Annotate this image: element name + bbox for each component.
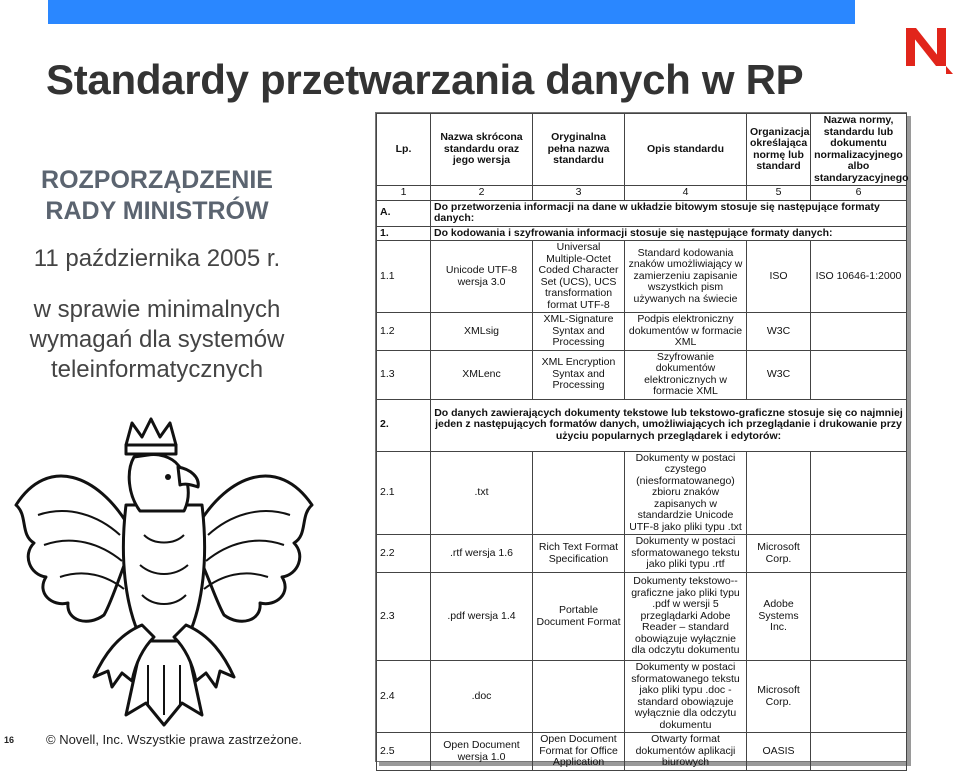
page-title: Standardy przetwarzania danych w RP xyxy=(46,56,804,103)
row-lp: 2.2 xyxy=(377,535,431,573)
row-full-name: Open Document Format for Office Application xyxy=(533,733,625,771)
row-organization: Microsoft Corp. xyxy=(747,535,811,573)
column-number-row xyxy=(377,186,907,201)
copyright-notice: © Novell, Inc. Wszystkie prawa zastrzeżone. xyxy=(46,732,302,747)
table-row xyxy=(377,573,907,661)
row-short-name: XMLsig xyxy=(431,313,533,351)
row-description: Standard kodowania znaków umożliwiający w zamierzeniu zapisanie wszystkich pism używanych na świecie xyxy=(625,241,747,313)
row-organization: Adobe Systems Inc. xyxy=(747,573,811,661)
regulation-date: 11 października 2005 r. xyxy=(33,245,281,272)
table-row xyxy=(377,350,907,399)
section-2-text: Do danych zawierających dokumenty tekstowe lub tekstowo-graficzne stosuje się co najmniej jeden z następujących formatów danych, umożliwiających ich przeglądanie i drukowanie przy użyciu popularnych przeglądarek i edytorów: xyxy=(431,399,907,451)
header-full-name: Oryginalna pełna nazwa standardu xyxy=(533,114,625,186)
row-full-name: XML Encryption Syntax and Processing xyxy=(533,350,625,399)
row-lp: 2.1 xyxy=(377,451,431,535)
table-header-row xyxy=(377,114,907,186)
row-short-name: XMLenc xyxy=(431,350,533,399)
header-organization: Organizacja określająca normę lub standard xyxy=(747,114,811,186)
row-norm xyxy=(811,661,907,733)
header-description: Opis standardu xyxy=(625,114,747,186)
row-organization: Microsoft Corp. xyxy=(747,661,811,733)
novell-logo-icon xyxy=(903,22,955,74)
page-number: 16 xyxy=(4,735,15,745)
row-full-name: XML-Signature Syntax and Processing xyxy=(533,313,625,351)
header-norm-name: Nazwa normy, standardu lub dokumentu normalizacyjnego albo standaryzacyjnego xyxy=(811,114,907,186)
row-lp: 1.1 xyxy=(377,241,431,313)
top-accent-bar xyxy=(48,0,855,24)
row-lp: 2.5 xyxy=(377,733,431,771)
row-description: Podpis elektroniczny dokumentów w formacie XML xyxy=(625,313,747,351)
row-norm xyxy=(811,573,907,661)
row-lp: 2.3 xyxy=(377,573,431,661)
regulation-subject-line-2: wymagań dla systemów xyxy=(29,326,285,353)
row-lp: 1.2 xyxy=(377,313,431,351)
row-description: Dokumenty w postaci sformatowanego tekstu jako pliki typu .rtf xyxy=(625,535,747,573)
row-norm: ISO 10646-1:2000 xyxy=(811,241,907,313)
column-number: 4 xyxy=(625,186,747,201)
regulation-line-1: ROZPORZĄDZENIE xyxy=(41,166,273,194)
row-organization: ISO xyxy=(747,241,811,313)
regulation-subject-line-3: teleinformatycznych xyxy=(50,356,264,383)
table-row xyxy=(377,241,907,313)
row-norm xyxy=(811,535,907,573)
row-organization: OASIS xyxy=(747,733,811,771)
row-short-name: .pdf wersja 1.4 xyxy=(431,573,533,661)
table-row xyxy=(377,535,907,573)
polish-eagle-emblem-icon xyxy=(8,415,320,730)
row-full-name xyxy=(533,451,625,535)
row-norm xyxy=(811,733,907,771)
section-a-row xyxy=(377,200,907,226)
row-full-name: Universal Multiple-Octet Coded Character Set (UCS), UCS transformation format UTF-8 xyxy=(533,241,625,313)
row-norm xyxy=(811,451,907,535)
section-2-row xyxy=(377,399,907,451)
row-full-name: Portable Document Format xyxy=(533,573,625,661)
column-number: 2 xyxy=(431,186,533,201)
row-short-name: .doc xyxy=(431,661,533,733)
table-row xyxy=(377,313,907,351)
regulation-subject xyxy=(0,295,314,385)
row-short-name: Unicode UTF-8 wersja 3.0 xyxy=(431,241,533,313)
column-number: 3 xyxy=(533,186,625,201)
row-short-name: .txt xyxy=(431,451,533,535)
row-description: Otwarty format dokumentów aplikacji biurowych xyxy=(625,733,747,771)
section-a-lp: A. xyxy=(377,200,431,226)
section-a-text: Do przetworzenia informacji na dane w układzie bitowym stosuje się następujące formaty danych: xyxy=(431,200,907,226)
regulation-heading xyxy=(0,165,314,227)
row-description: Dokumenty w postaci czystego (niesformatowanego) zbioru znaków zapisanych w standardzie Unicode UTF-8 jako pliki typu .txt xyxy=(625,451,747,535)
row-description: Dokumenty tekstowo--graficzne jako pliki typu .pdf w wersji 5 przeglądarki Adobe Reader – standard obowiązuje wyłącznie dla odczytu dokumentu xyxy=(625,573,747,661)
standards-table-document xyxy=(375,112,909,769)
row-lp: 1.3 xyxy=(377,350,431,399)
row-norm xyxy=(811,350,907,399)
section-1-text: Do kodowania i szyfrowania informacji stosuje się następujące formaty danych: xyxy=(431,226,907,241)
row-description: Dokumenty w postaci sformatowanego tekstu jako pliki typu .doc - standard obowiązuje wyłącznie dla odczytu dokumentu xyxy=(625,661,747,733)
header-lp: Lp. xyxy=(377,114,431,186)
row-description: Szyfrowanie dokumentów elektronicznych w formacie XML xyxy=(625,350,747,399)
section-2-lp: 2. xyxy=(377,399,431,451)
row-short-name: Open Document wersja 1.0 xyxy=(431,733,533,771)
row-norm xyxy=(811,313,907,351)
row-lp: 2.4 xyxy=(377,661,431,733)
column-number: 6 xyxy=(811,186,907,201)
column-number: 1 xyxy=(377,186,431,201)
row-full-name xyxy=(533,661,625,733)
table-row xyxy=(377,661,907,733)
standards-table xyxy=(376,113,907,771)
regulation-subject-line-1: w sprawie minimalnych xyxy=(33,296,281,323)
section-1-lp: 1. xyxy=(377,226,431,241)
section-1-row xyxy=(377,226,907,241)
table-row xyxy=(377,733,907,771)
header-short-name: Nazwa skrócona standardu oraz jego wersja xyxy=(431,114,533,186)
row-organization: W3C xyxy=(747,350,811,399)
column-number: 5 xyxy=(747,186,811,201)
row-organization xyxy=(747,451,811,535)
table-row xyxy=(377,451,907,535)
row-organization: W3C xyxy=(747,313,811,351)
row-short-name: .rtf wersja 1.6 xyxy=(431,535,533,573)
row-full-name: Rich Text Format Specification xyxy=(533,535,625,573)
regulation-line-2: RADY MINISTRÓW xyxy=(45,197,269,225)
